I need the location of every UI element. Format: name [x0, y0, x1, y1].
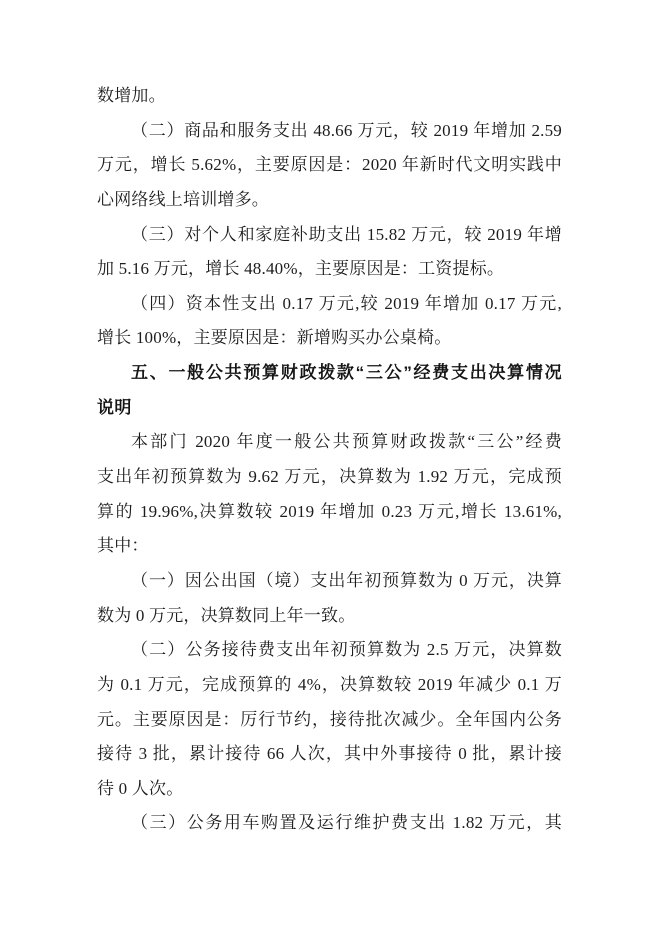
text-line: （一）因公出国（境）支出年初预算数为 0 万元，决算	[131, 570, 562, 590]
text-line: 本部门 2020 年度一般公共预算财政拨款“三公”经费	[131, 432, 562, 452]
text-line: 数为 0 万元，决算数同上年一致。	[97, 605, 356, 625]
text-line: 算的 19.96%,决算数较 2019 年增加 0.23 万元,增长 13.61%,	[97, 501, 562, 521]
text-line: （四）资本性支出 0.17 万元,较 2019 年增加 0.17 万元,	[131, 293, 562, 313]
document-text-body	[97, 79, 562, 841]
heading-line: 说明	[97, 397, 132, 417]
text-line: 待 0 人次。	[97, 778, 184, 798]
text-line: （二）公务接待费支出年初预算数为 2.5 万元，决算数	[131, 640, 562, 660]
text-line: 万元，增长 5.62%，主要原因是：2020 年新时代文明实践中	[97, 155, 562, 175]
text-line: （三）对个人和家庭补助支出 15.82 万元，较 2019 年增	[131, 224, 562, 244]
text-line: 数增加。	[97, 86, 166, 105]
text-line: （二）商品和服务支出 48.66 万元，较 2019 年增加 2.59	[131, 120, 562, 140]
text-line: 接待 3 批，累计接待 66 人次，其中外事接待 0 批，累计接	[97, 744, 562, 764]
text-line: 支出年初预算数为 9.62 万元，决算数为 1.92 万元，完成预	[97, 467, 562, 487]
text-line: （三）公务用车购置及运行维护费支出 1.82 万元，其	[131, 813, 562, 833]
heading-line: 五、一般公共预算财政拨款“三公”经费支出决算情况	[131, 363, 562, 383]
text-line: 心网络线上培训增多。	[97, 189, 269, 209]
text-line: 其中：	[97, 536, 149, 556]
text-line: 加 5.16 万元，增长 48.40%，主要原因是：工资提标。	[97, 259, 505, 279]
text-line: 元。主要原因是：厉行节约，接待批次减少。全年国内公务	[97, 709, 562, 729]
text-line: 增长 100%，主要原因是：新增购买办公桌椅。	[97, 328, 452, 348]
text-line: 为 0.1 万元，完成预算的 4%，决算数较 2019 年减少 0.1 万	[97, 674, 562, 694]
